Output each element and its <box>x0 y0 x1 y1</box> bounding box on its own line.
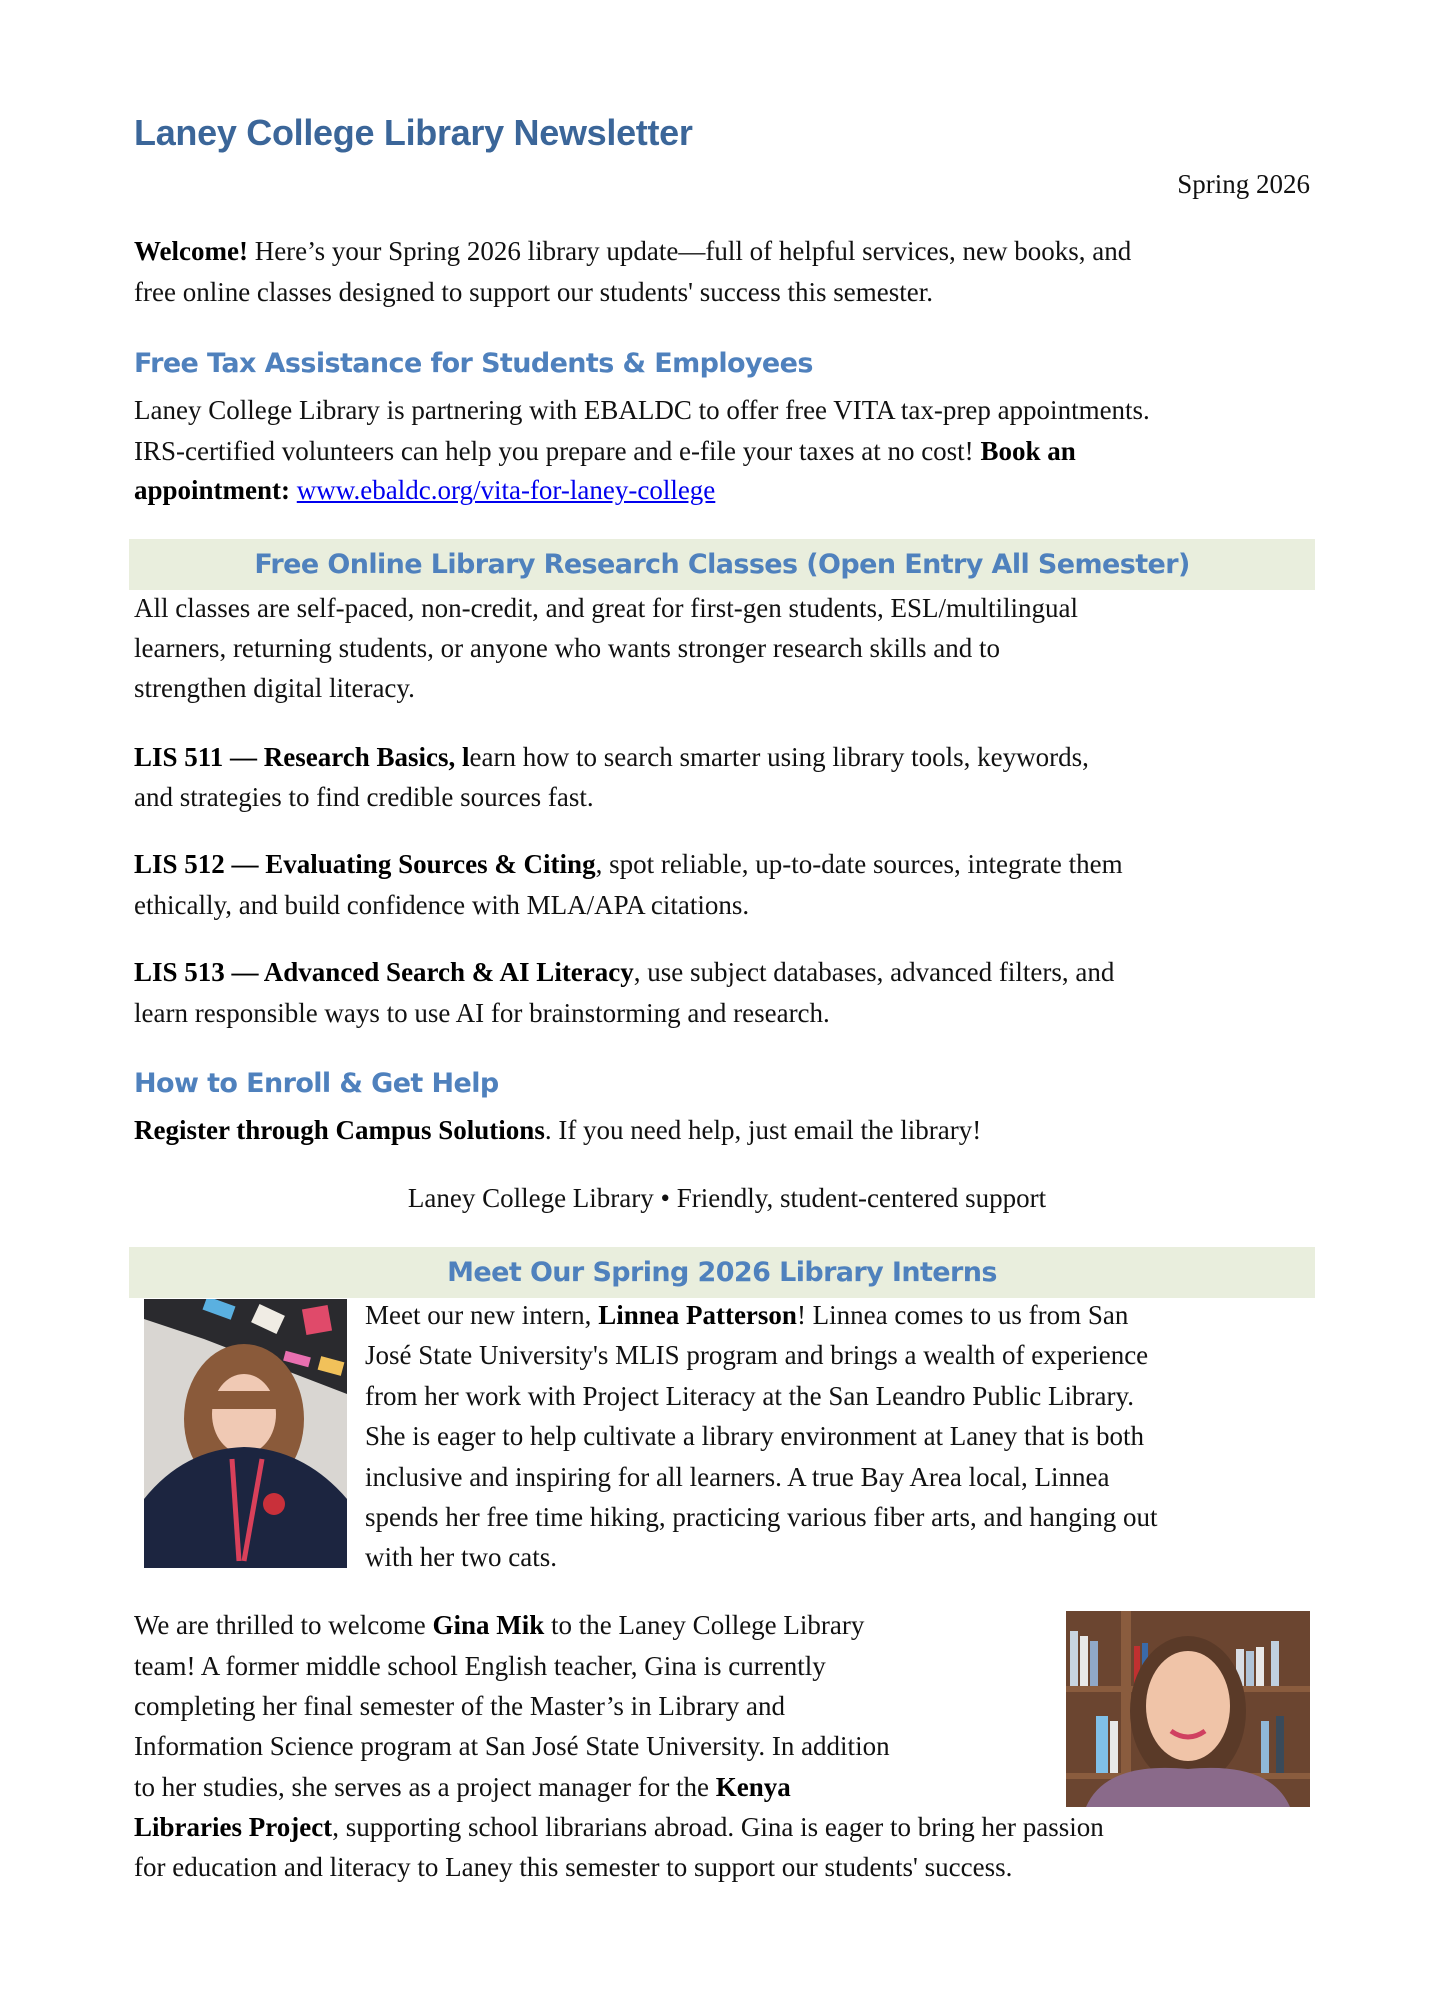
class-item-lis511-line-2: and strategies to find credible sources fast. <box>134 782 594 812</box>
welcome-line-1 <box>134 231 1131 271</box>
gina-line-5 <box>134 1767 791 1807</box>
project-label: Libraries Project <box>134 1812 333 1842</box>
class-item-lis513 <box>134 952 1114 992</box>
book-label: Book an <box>980 436 1076 466</box>
linnea-line-6: spends her free time hiking, practicing various fiber arts, and hanging out <box>365 1502 1158 1532</box>
class-item-lis513-line-2: learn responsible ways to use AI for brainstorming and research. <box>134 998 830 1028</box>
tax-line-3 <box>134 470 715 510</box>
gina-text: , supporting school librarians abroad. Gina is eager to bring her passion <box>332 1812 1104 1842</box>
tax-line-1: Laney College Library is partnering with EBALDC to offer free VITA tax-prep appointments. <box>134 395 1150 425</box>
tax-heading: Free Tax Assistance for Students & Employees <box>134 348 813 379</box>
class-desc: , use subject databases, advanced filters, and <box>633 957 1115 987</box>
appointment-label: appointment: <box>134 475 291 505</box>
portrait-image-icon <box>144 1299 347 1568</box>
class-code: LIS 512 — Evaluating Sources & Citing <box>134 849 596 879</box>
gina-line-4: Information Science program at San José State University. In addition <box>134 1731 890 1761</box>
welcome-lead: Welcome! <box>134 236 248 266</box>
enroll-heading: How to Enroll & Get Help <box>134 1068 499 1099</box>
gina-name: Gina Mik <box>432 1610 545 1640</box>
tax-line-2 <box>134 431 1076 471</box>
classes-banner <box>129 539 1315 590</box>
kenya-label: Kenya <box>715 1772 791 1802</box>
linnea-text: Meet our new intern, <box>365 1300 599 1330</box>
gina-line-1 <box>134 1605 864 1645</box>
class-code: LIS 511 — Research Basics, l <box>134 742 470 772</box>
tax-text: IRS-certified volunteers can help you prepare and e-file your taxes at no cost! <box>134 436 981 466</box>
gina-text: We are thrilled to welcome <box>134 1610 433 1640</box>
issue-date: Spring 2026 <box>1177 169 1310 199</box>
linnea-line-2: José State University's MLIS program and brings a wealth of experience <box>365 1340 1149 1370</box>
gina-line-3: completing her final semester of the Master’s in Library and <box>134 1691 786 1721</box>
gina-text: to the Laney College Library <box>544 1610 865 1640</box>
interns-banner-title: Meet Our Spring 2026 Library Interns <box>447 1257 997 1288</box>
linnea-line-7: with her two cats. <box>365 1542 557 1572</box>
welcome-line-2: free online classes designed to support our students' success this semester. <box>134 277 933 307</box>
classes-intro-line-1: All classes are self-paced, non-credit, and great for first-gen students, ESL/multilingual <box>134 593 1078 623</box>
class-item-lis512 <box>134 844 1123 884</box>
class-code: LIS 513 — Advanced Search & AI Literacy <box>134 957 634 987</box>
classes-intro-line-2: learners, returning students, or anyone who wants stronger research skills and to <box>134 633 1001 663</box>
gina-line-6 <box>134 1807 1104 1847</box>
class-desc: , spot reliable, up-to-date sources, integrate them <box>595 849 1123 879</box>
enroll-text: . If you need help, just email the library! <box>544 1115 982 1145</box>
linnea-line-3: from her work with Project Literacy at the San Leandro Public Library. <box>365 1381 1134 1411</box>
interns-banner <box>129 1247 1315 1298</box>
class-item-lis512-line-2: ethically, and build confidence with MLA/APA citations. <box>134 890 750 920</box>
class-desc: earn how to search smarter using library tools, keywords, <box>469 742 1089 772</box>
welcome-text: Here’s your Spring 2026 library update—full of helpful services, new books, and <box>247 236 1132 266</box>
enroll-line <box>134 1110 981 1150</box>
register-label: Register through Campus Solutions <box>134 1115 545 1145</box>
linnea-line-1 <box>365 1295 1128 1335</box>
linnea-text: ! Linnea comes to us from San <box>796 1300 1129 1330</box>
linnea-line-5: inclusive and inspiring for all learners. A true Bay Area local, Linnea <box>365 1462 1110 1492</box>
classes-intro-line-3: strengthen digital literacy. <box>134 673 415 703</box>
portrait-image-icon <box>1066 1611 1310 1807</box>
linnea-line-4: She is eager to help cultivate a library environment at Laney that is both <box>365 1421 1145 1451</box>
linnea-photo <box>144 1299 347 1568</box>
classes-banner-title: Free Online Library Research Classes (Open Entry All Semester) <box>254 549 1190 580</box>
class-item-lis511 <box>134 737 1089 777</box>
gina-text: to her studies, she serves as a project manager for the <box>134 1772 716 1802</box>
linnea-name: Linnea Patterson <box>598 1300 797 1330</box>
vita-link[interactable]: www.ebaldc.org/vita-for-laney-college <box>296 475 716 505</box>
newsletter-title: Laney College Library Newsletter <box>134 112 693 153</box>
tagline: Laney College Library • Friendly, student-centered support <box>407 1183 1047 1213</box>
gina-line-7: for education and literacy to Laney this semester to support our students' success. <box>134 1852 1013 1882</box>
gina-photo <box>1066 1611 1310 1807</box>
gina-line-2: team! A former middle school English teacher, Gina is currently <box>134 1651 826 1681</box>
